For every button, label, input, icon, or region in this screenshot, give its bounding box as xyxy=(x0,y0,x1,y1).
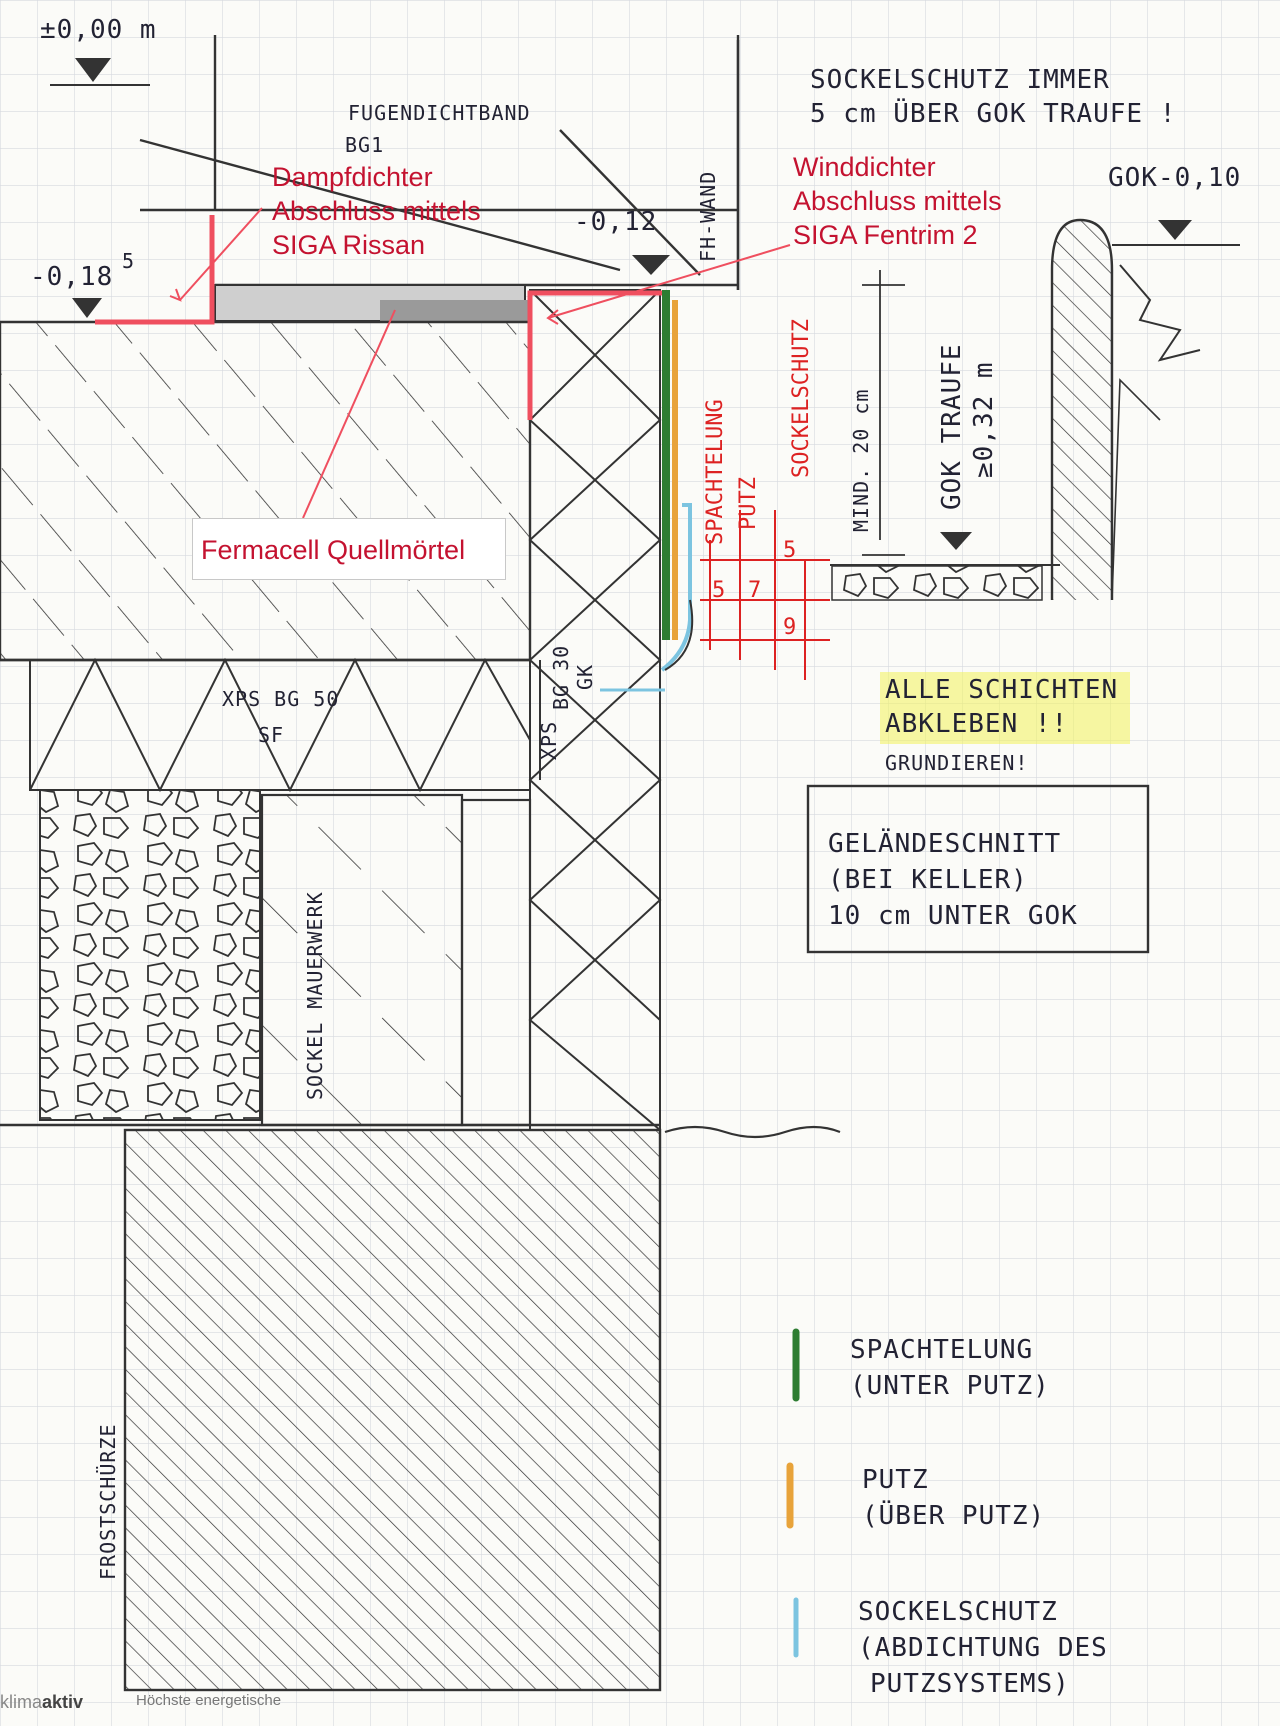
note-alle-schichten-1: ALLE SCHICHTEN xyxy=(885,675,1119,705)
label-putz: PUTZ xyxy=(736,477,761,530)
gravel-fill xyxy=(40,790,260,1120)
note-alle-schichten-2: ABKLEBEN !! xyxy=(885,709,1069,739)
label-bg30: BG 30 xyxy=(549,644,573,710)
label-xps-bg50: XPS BG 50 xyxy=(222,687,340,711)
quellmoertel-strip xyxy=(380,300,530,322)
dim-5a: 5 xyxy=(712,578,726,603)
label-gok-traufe: GOK TRAUFE xyxy=(937,343,967,510)
label-frostschuerze: FROSTSCHÜRZE xyxy=(96,1423,120,1580)
footer-brand-suffix: aktiv xyxy=(42,1692,84,1712)
callout-dampfdichter xyxy=(272,160,481,262)
legend-sockelschutz-line2: (ABDICHTUNG DES xyxy=(858,1633,1108,1663)
label-bg1: BG1 xyxy=(345,133,385,157)
label-sockelschutz-vert: SOCKELSCHUTZ xyxy=(789,319,814,478)
dim-7: 7 xyxy=(748,578,762,603)
label-gok-level: GOK-0,10 xyxy=(1108,163,1242,193)
legend-sockelschutz-line3: PUTZSYSTEMS) xyxy=(870,1669,1070,1699)
callout-winddichter xyxy=(793,150,1002,252)
legend-sockelschutz-line1: SOCKELSCHUTZ xyxy=(858,1597,1058,1627)
label-xps-vert: XPS xyxy=(537,720,561,760)
sockel-mauerwerk xyxy=(262,795,462,1125)
dim-9: 9 xyxy=(783,615,797,640)
label-mind-20cm: MIND. 20 cm xyxy=(849,388,873,532)
callout-fermacell: Fermacell Quellmörtel xyxy=(192,518,506,580)
callout-dampfdichter-line2: Abschluss mittels xyxy=(272,196,481,226)
callout-winddichter-line2: Abschluss mittels xyxy=(793,186,1002,216)
label-level-minus-018: -0,18 xyxy=(30,262,114,292)
label-level-minus-012: -0,12 xyxy=(574,207,658,237)
callout-dampfdichter-line1: Dampfdichter xyxy=(272,162,433,192)
callout-winddichter-line1: Winddichter xyxy=(793,152,936,182)
note-gelaende-3: 10 cm UNTER GOK xyxy=(828,901,1078,931)
label-fh-wand: FH-WAND xyxy=(696,170,720,262)
legend-putz-line2: (ÜBER PUTZ) xyxy=(862,1501,1046,1531)
callout-winddichter-line3: SIGA Fentrim 2 xyxy=(793,220,978,250)
footer-brand xyxy=(0,1692,83,1713)
label-sf: SF xyxy=(258,723,285,747)
label-sockelschutz-note-2: 5 cm ÜBER GOK TRAUFE ! xyxy=(810,99,1177,129)
frost-apron xyxy=(125,1130,660,1690)
ground-gravel-strip xyxy=(832,566,1042,600)
label-gk: GK xyxy=(573,663,597,690)
label-level-zero: ±0,00 m xyxy=(40,15,157,45)
curb-stone xyxy=(1052,220,1112,600)
legend-spachtelung-line1: SPACHTELUNG xyxy=(850,1335,1034,1365)
note-grundieren: GRUNDIEREN! xyxy=(885,751,1029,775)
concrete-slab xyxy=(0,322,530,660)
legend-putz-line1: PUTZ xyxy=(862,1465,929,1495)
legend-spachtelung-line2: (UNTER PUTZ) xyxy=(850,1371,1050,1401)
label-level-minus-018-sup: 5 xyxy=(122,249,136,273)
note-gelaende-1: GELÄNDESCHNITT xyxy=(828,829,1062,859)
label-sockel-mauerwerk: SOCKEL MAUERWERK xyxy=(303,891,327,1100)
footer-tagline: Höchste energetische xyxy=(136,1692,282,1709)
label-spachtelung: SPACHTELUNG xyxy=(703,399,728,545)
label-sockelschutz-note-1: SOCKELSCHUTZ IMMER xyxy=(810,65,1110,95)
footer-brand-prefix: klima xyxy=(0,1692,43,1712)
callout-dampfdichter-line3: SIGA Rissan xyxy=(272,230,426,260)
dim-5b: 5 xyxy=(783,538,797,563)
label-fugendichtband: FUGENDICHTBAND xyxy=(348,101,531,125)
label-gok-traufe-value: ≥0,32 m xyxy=(969,361,999,478)
note-gelaende-2: (BEI KELLER) xyxy=(828,865,1028,895)
